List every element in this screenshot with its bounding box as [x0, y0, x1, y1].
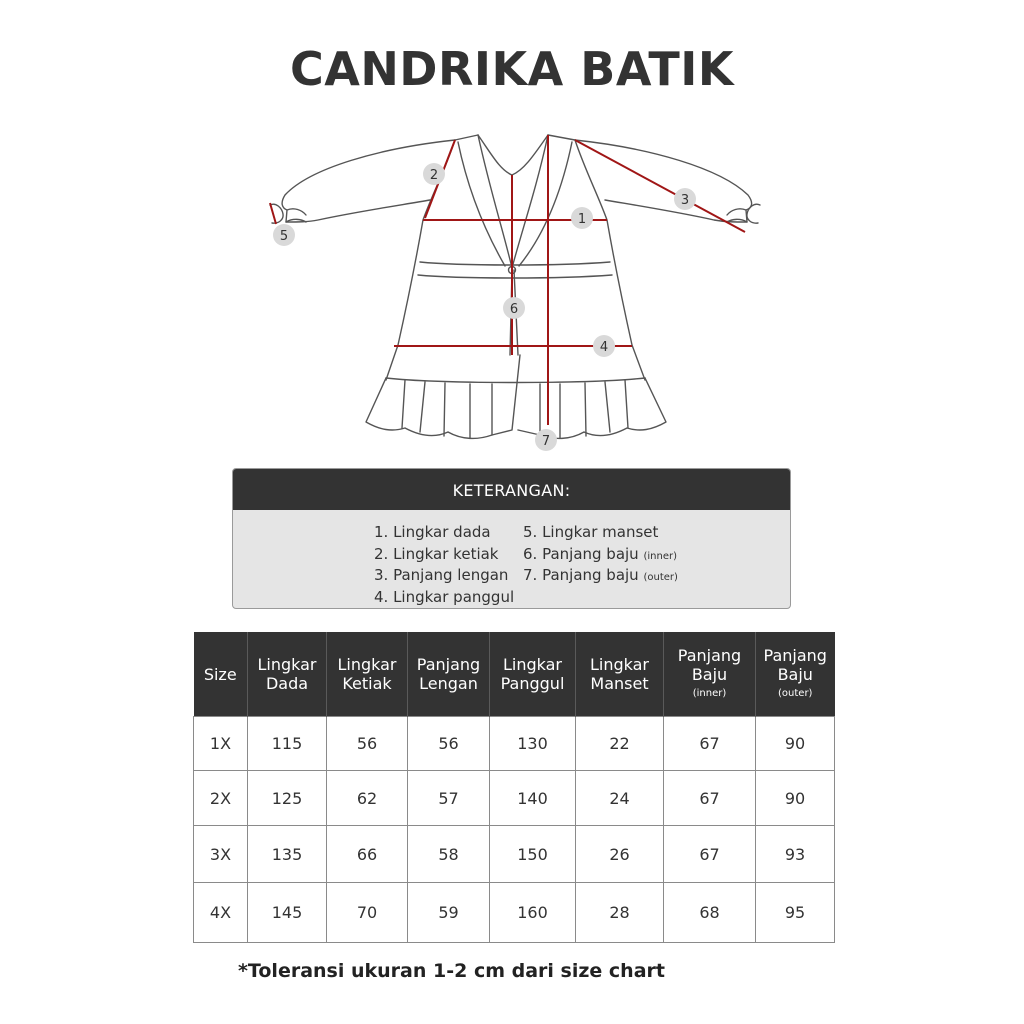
svg-text:5: 5	[279, 229, 289, 244]
table-cell: 67	[664, 717, 756, 771]
table-cell: 125	[248, 771, 327, 826]
legend-item: 3. Panjang lengan	[374, 566, 509, 584]
table-cell: 68	[664, 882, 756, 942]
table-row	[194, 826, 835, 882]
table-cell: 67	[664, 771, 756, 826]
column-header-size: Size	[194, 632, 248, 717]
column-header-lingkar-dada: Lingkar Dada	[248, 632, 327, 717]
table-cell: 59	[408, 882, 490, 942]
column-header-lingkar-ketiak: Lingkar Ketiak	[327, 632, 408, 717]
table-cell: 4X	[194, 882, 248, 942]
marker-5	[273, 224, 295, 246]
marker-7	[535, 429, 557, 451]
legend-item: 7. Panjang baju (outer)	[523, 566, 678, 584]
legend-right-column	[523, 522, 678, 587]
table-cell: 57	[408, 771, 490, 826]
svg-text:2: 2	[429, 168, 439, 183]
column-header-lingkar-panggul: Lingkar Panggul	[490, 632, 576, 717]
table-cell: 22	[576, 717, 664, 771]
table-cell: 90	[756, 717, 835, 771]
column-header-panjang-baju-outer: Panjang Baju (outer)	[756, 632, 835, 717]
table-cell: 24	[576, 771, 664, 826]
garment-diagram	[260, 125, 770, 455]
table-cell: 130	[490, 717, 576, 771]
table-cell: 90	[756, 771, 835, 826]
column-header-lingkar-manset: Lingkar Manset	[576, 632, 664, 717]
legend-item: 5. Lingkar manset	[523, 523, 659, 541]
marker-2	[423, 163, 445, 185]
svg-text:6: 6	[509, 302, 519, 317]
legend-item: 6. Panjang baju (inner)	[523, 544, 678, 563]
size-chart-table	[193, 632, 835, 943]
table-cell: 62	[327, 771, 408, 826]
marker-4	[593, 335, 615, 357]
table-cell: 3X	[194, 826, 248, 882]
table-cell: 145	[248, 882, 327, 942]
svg-text:3: 3	[680, 193, 690, 208]
table-row	[194, 882, 835, 942]
table-cell: 95	[756, 882, 835, 942]
legend-item: 4. Lingkar panggul	[374, 587, 515, 606]
table-cell: 140	[490, 771, 576, 826]
column-header-panjang-lengan: Panjang Lengan	[408, 632, 490, 717]
table-cell: 28	[576, 882, 664, 942]
marker-6	[503, 297, 525, 319]
table-cell: 56	[327, 717, 408, 771]
legend-item: 1. Lingkar dada	[374, 523, 491, 541]
legend-heading: KETERANGAN:	[233, 469, 790, 510]
tolerance-note: *Toleransi ukuran 1-2 cm dari size chart	[238, 960, 665, 982]
table-cell: 67	[664, 826, 756, 882]
table-cell: 150	[490, 826, 576, 882]
table-row	[194, 717, 835, 771]
table-cell: 115	[248, 717, 327, 771]
table-cell: 66	[327, 826, 408, 882]
page-title: CANDRIKA BATIK	[289, 42, 735, 96]
table-cell: 58	[408, 826, 490, 882]
svg-text:7: 7	[541, 434, 551, 449]
table-cell: 135	[248, 826, 327, 882]
table-cell: 2X	[194, 771, 248, 826]
table-cell: 70	[327, 882, 408, 942]
table-cell: 26	[576, 826, 664, 882]
marker-1	[571, 207, 593, 229]
marker-3	[674, 188, 696, 210]
table-cell: 93	[756, 826, 835, 882]
table-cell: 1X	[194, 717, 248, 771]
svg-text:4: 4	[599, 340, 609, 355]
legend-left-column	[374, 522, 514, 608]
table-row	[194, 771, 835, 826]
measure-lines	[270, 135, 745, 425]
svg-text:1: 1	[577, 212, 587, 227]
table-header-row	[194, 632, 835, 717]
table-cell: 56	[408, 717, 490, 771]
legend-item: 2. Lingkar ketiak	[374, 544, 499, 563]
table-cell: 160	[490, 882, 576, 942]
legend-panel	[232, 468, 791, 609]
column-header-panjang-baju-inner: Panjang Baju (inner)	[664, 632, 756, 717]
